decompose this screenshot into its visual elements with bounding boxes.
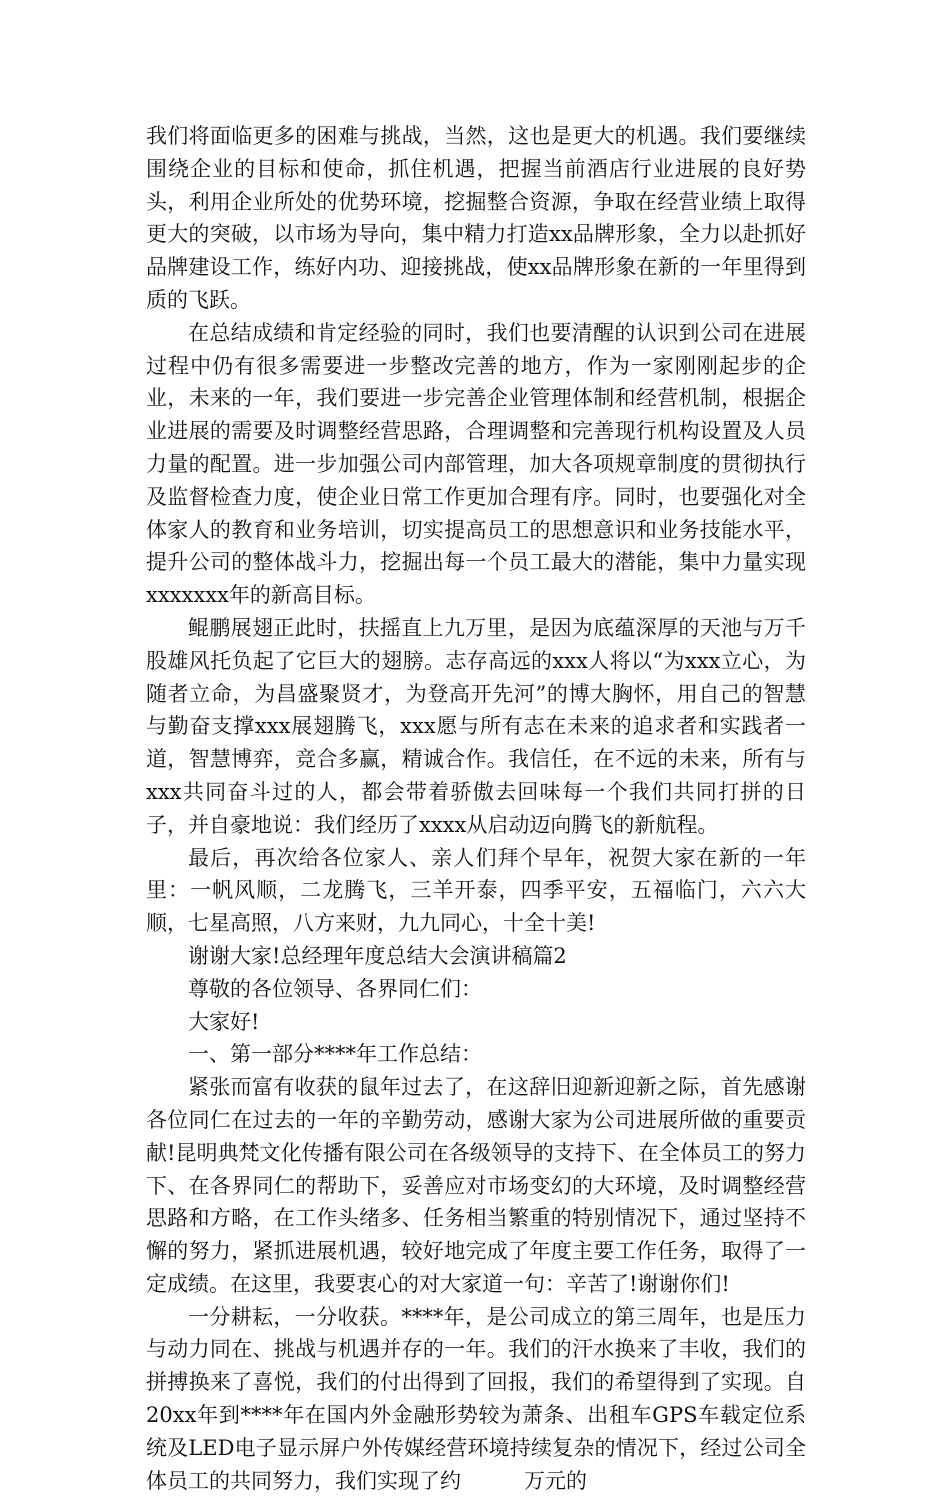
- paragraph-new-year-wishes: 最后，再次给各位家人、亲人们拜个早年，祝贺大家在新的一年里：一帆风顺，二龙腾飞，三羊开泰，四季平安，五福临门，六六大顺，七星高照，八方来财，九九同心，十全十美!: [146, 845, 806, 936]
- paragraph-vision: 鲲鹏展翅正此时，扶摇直上九万里，是因为底蕴深厚的天池与万千股雄风托负起了它巨大的翅膀。志存高远的xxx人将以“为xxx立心，为随者立命，为昌盛聚贤才，为登高开先河”的博大胸怀，用自己的智慧与勤奋支撑xxx展翅腾飞，xxx愿与所有志在未来的追求者和实践者一道，智慧博弈，竞合多赢，精诚合作。我信任，在不远的未来，所有与xxx共同奋斗过的人，都会带着骄傲去回味每一个我们共同打拼的日子，并自豪地说：我们经历了xxxx从启动迈向腾飞的新航程。: [146, 615, 806, 837]
- salutation: 尊敬的各位领导、各界同仁们：: [188, 976, 482, 1001]
- paragraph-improvement: 在总结成绩和肯定经验的同时，我们也要清醒的认识到公司在进展过程中仍有很多需要进一步整改完善的地方，作为一家刚刚起步的企业，未来的一年，我们要进一步完善企业管理体制和经营机制，根据企业进展的需要及时调整经营思路，合理调整和完善现行机构设置及人员力量的配置。进一步加强公司内部管理，加大各项规章制度的贯彻执行及监督检查力度，使企业日常工作更加合理有序。同时，也要强化对全体家人的教育和业务培训，切实提高员工的思想意识和业务技能水平，提升公司的整体战斗力，挖掘出每一个员工最大的潜能，集中力量实现xxxxxxx年的新高目标。: [146, 320, 806, 608]
- document-page: [146, 120, 806, 1497]
- paragraph-thanks: 紧张而富有收获的鼠年过去了，在这辞旧迎新迎新之际，首先感谢各位同仁在过去的一年的辛勤劳动，感谢大家为公司进展所做的重要贡献!昆明典梵文化传播有限公司在各级领导的支持下、在全体员工的努力下、在各界同仁的帮助下，妥善应对市场变幻的大环境，及时调整经营思路和方略，在工作头绪多、任务相当繁重的特别情况下，通过坚持不懈的努力，紧抓进展机遇，较好地完成了年度主要工作任务，取得了一定成绩。在这里，我要衷心的对大家道一句：辛苦了!谢谢你们!: [146, 1075, 806, 1296]
- greeting: 大家好!: [188, 1009, 260, 1034]
- paragraph-achievements: 一分耕耘，一分收获。****年，是公司成立的第三周年，也是压力与动力同在、挑战与机遇并存的一年。我们的汗水换来了丰收，我们的拼搏换来了喜悦，我们的付出得到了回报，我们的希望得到了实现。自20xx年到****年在国内外金融形势较为萧条、出租车GPS车载定位系统及LED电子显示屏户外传媒经营环境持续复杂的情况下，经过公司全体员工的共同努力，我们实现了约 万元的: [146, 1304, 806, 1493]
- part-one-heading: 一、第一部分****年工作总结：: [188, 1042, 482, 1067]
- paragraph-brand-outlook: 我们将面临更多的困难与挑战，当然，这也是更大的机遇。我们要继续围绕企业的目标和使命，抓住机遇，把握当前酒店行业进展的良好势头，利用企业所处的优势环境，挖掘整合资源，争取在经营业绩上取得更大的突破，以市场为导向，集中精力打造xx品牌形象，全力以赴抓好品牌建设工作，练好内功、迎接挑战，使xx品牌形象在新的一年里得到质的飞跃。: [146, 124, 806, 312]
- section-heading-speech-2: 谢谢大家!总经理年度总结大会演讲稿篇2: [188, 943, 567, 968]
